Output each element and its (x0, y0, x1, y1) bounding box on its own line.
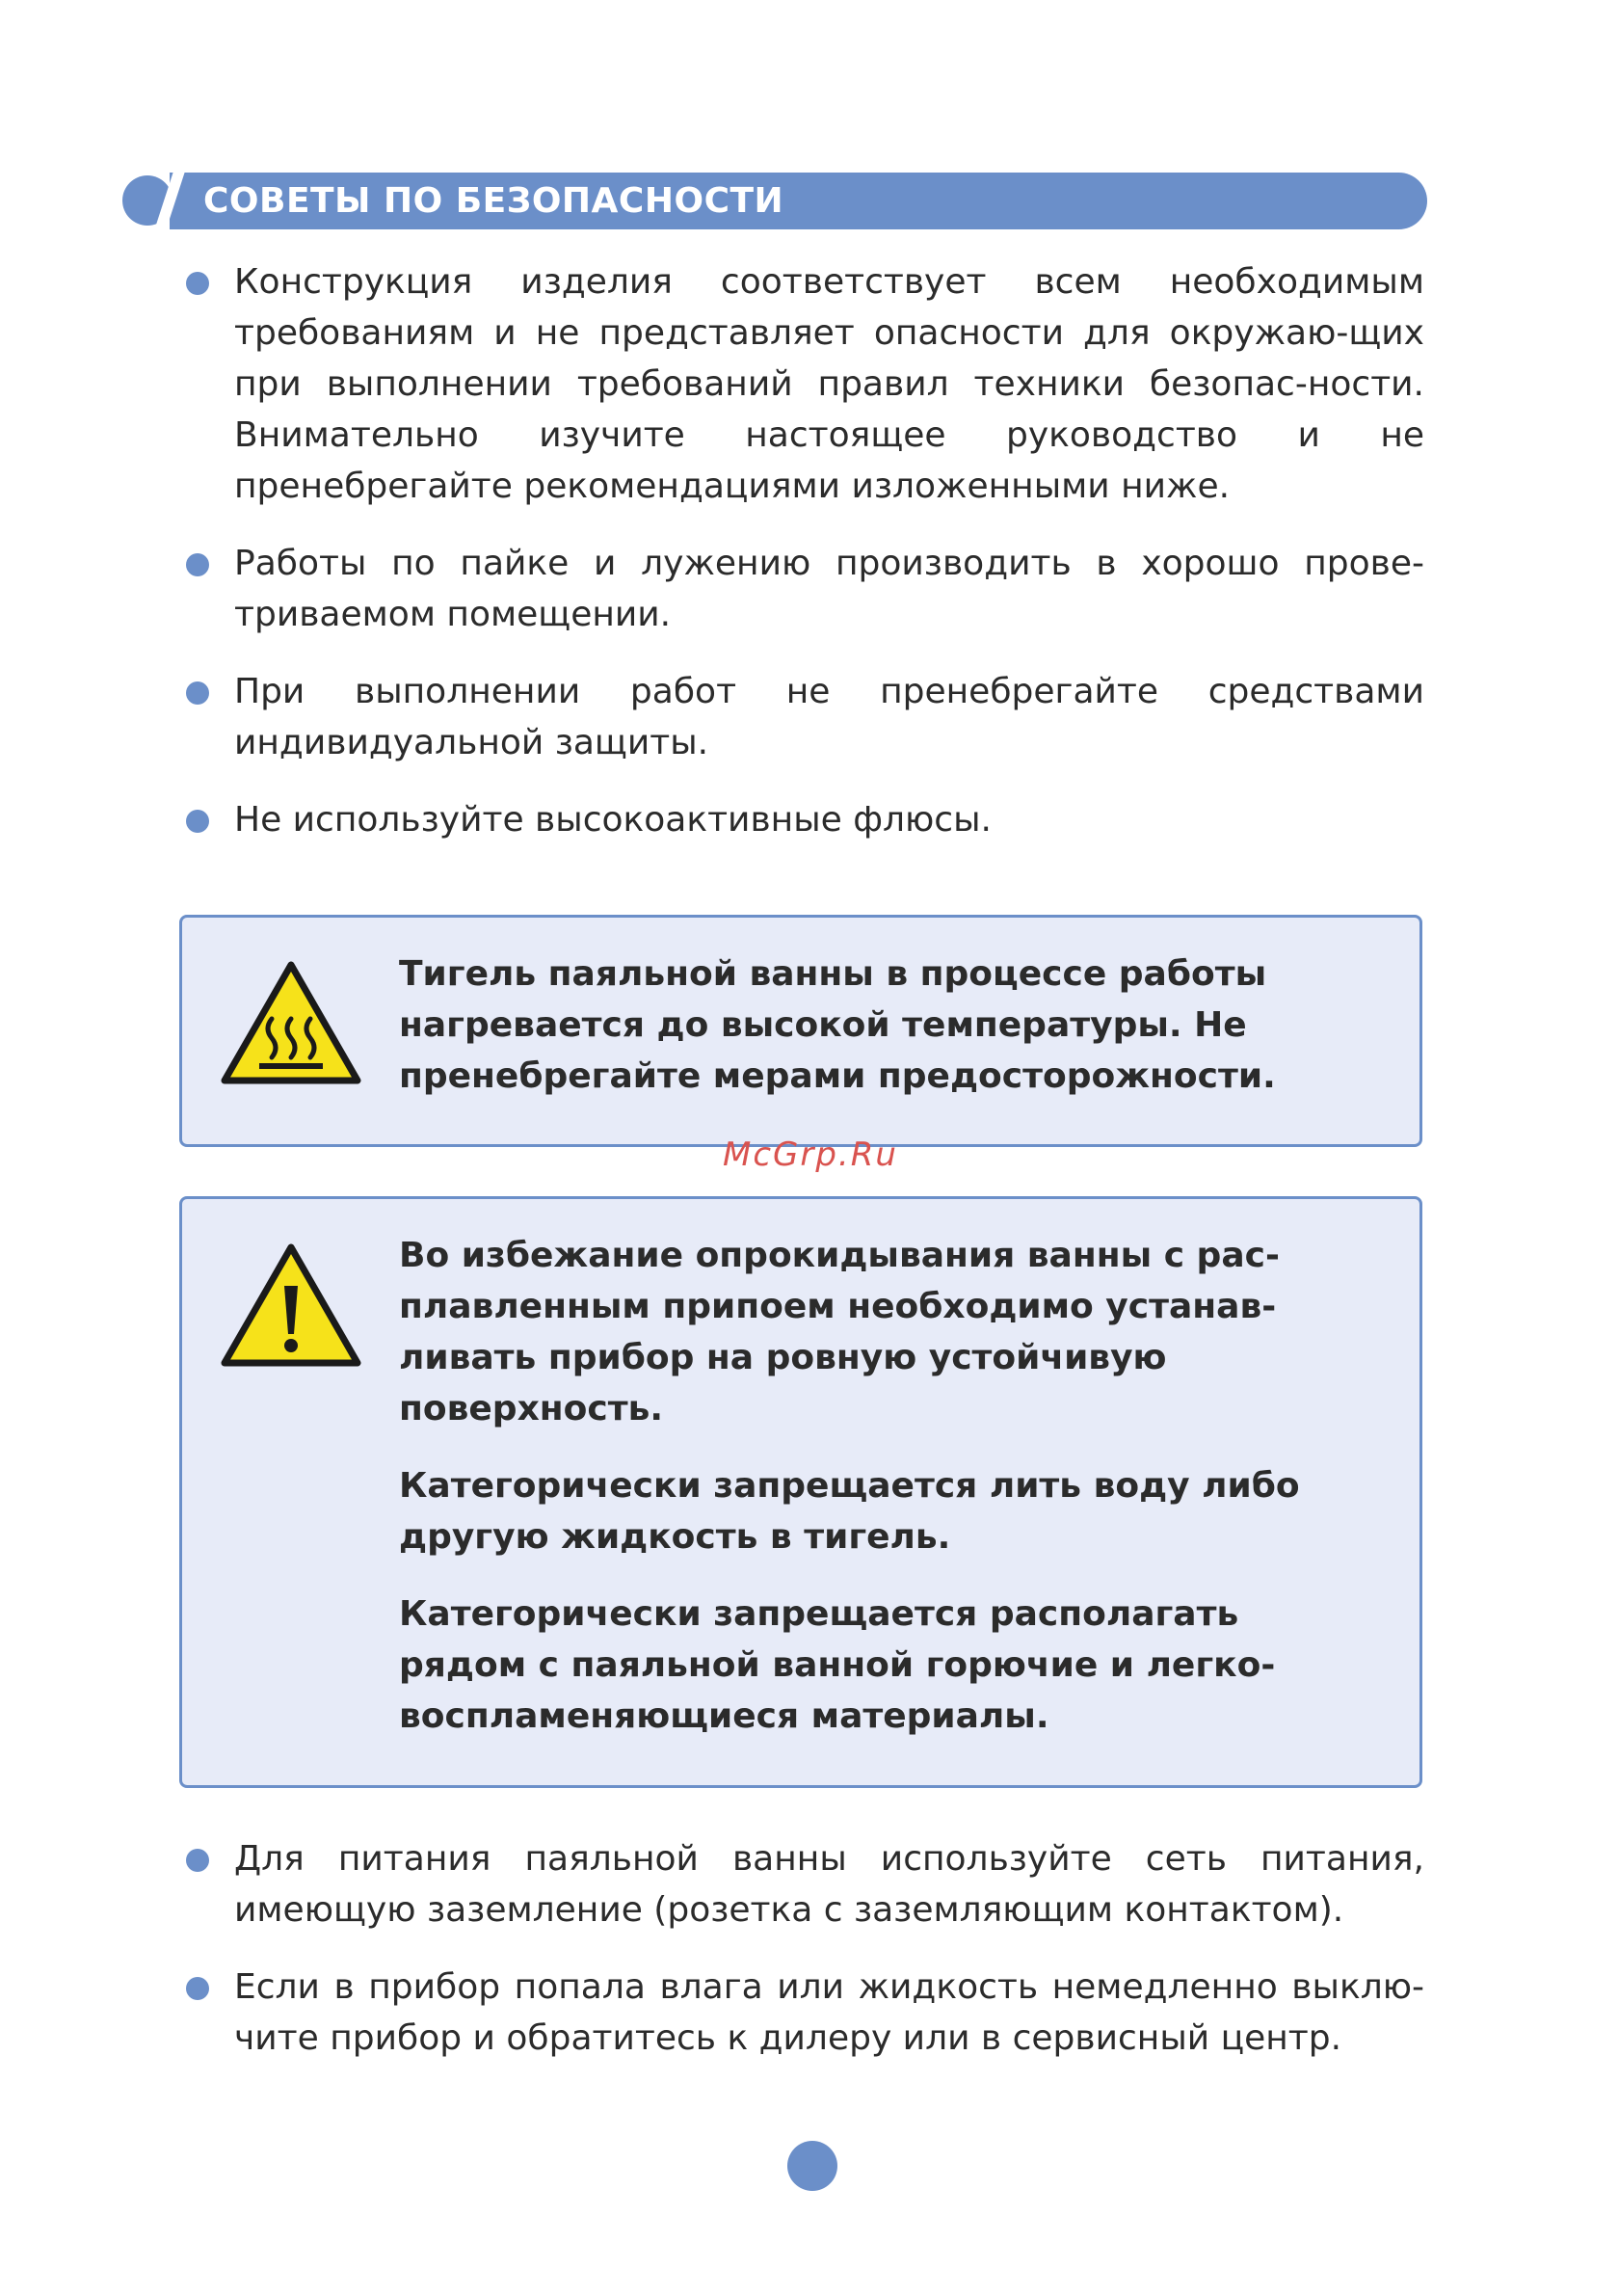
hot-surface-warning-icon (221, 961, 361, 1084)
safety-list-bottom (186, 1833, 1424, 2090)
exclamation-warning-icon (221, 1243, 361, 1367)
warning-paragraph: Категорически запрещается располагать рядом с паяльной ванной горючие и легко-воспламеняющиеся материалы. (399, 1594, 1276, 1736)
hot-surface-warning-box (179, 915, 1422, 1147)
warning-text: Тигель паяльной ванны в процессе работы нагревается до высокой температуры. Не пренебрегайте мерами предосторожности. (399, 954, 1276, 1096)
watermark: McGrp.Ru (723, 1135, 898, 1174)
general-warning-box (179, 1196, 1422, 1788)
safety-list-top (186, 256, 1424, 871)
section-title: СОВЕТЫ ПО БЕЗОПАСНОСТИ (203, 181, 784, 221)
bullet-dot (186, 681, 209, 705)
warning-paragraph: Категорически запрещается лить воду либо другую жидкость в тигель. (399, 1466, 1300, 1557)
list-item: Если в прибор попала влага или жидкость немедленно выклю-чите прибор и обратитесь к дилеру или в сервисный центр. (186, 1962, 1424, 2064)
bullet-dot (186, 1849, 209, 1872)
bullet-dot (186, 272, 209, 295)
list-item: Не используйте высокоактивные флюсы. (186, 794, 1424, 845)
bullet-dot (186, 1977, 209, 2000)
list-item: При выполнении работ не пренебрегайте средствами индивидуальной защиты. (186, 666, 1424, 768)
list-item: Работы по пайке и лужению производить в хорошо прове-триваемом помещении. (186, 538, 1424, 640)
list-item: Для питания паяльной ванны используйте сеть питания, имеющую заземление (розетка с заземляющим контактом). (186, 1833, 1424, 1936)
bullet-dot (186, 810, 209, 833)
bullet-dot (186, 553, 209, 576)
page-number-dot (787, 2141, 837, 2191)
list-item: Конструкция изделия соответствует всем необходимым требованиям и не представляет опасности для окружаю-щих при выполнении требований правил техники безопас-ности. Внимательно изучите настоящее руководство и не пренебрегайте рекомендациями изложенными ниже. (186, 256, 1424, 512)
warning-paragraph: Во избежание опрокидывания ванны с рас-плавленным припоем необходимо устанав-ливать прибор на ровную устойчивую поверхность. (399, 1236, 1280, 1428)
